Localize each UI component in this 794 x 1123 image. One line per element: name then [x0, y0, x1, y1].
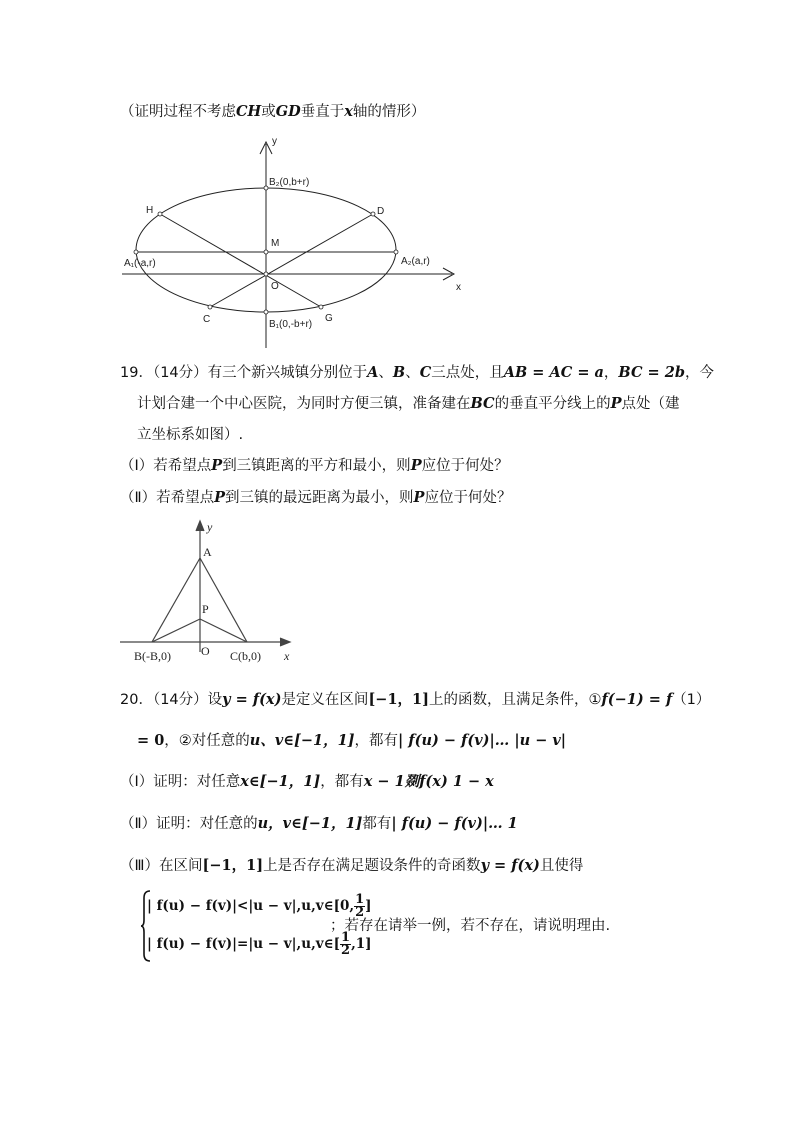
system-tail-text: ；若存在请举一例，若不存在，请说明理由.	[330, 918, 611, 934]
point-g	[319, 305, 323, 309]
q19-line2: 计划合建一个中心医院，为同时方便三镇，准备建在BC的垂直平分线上的P点处（建	[137, 395, 680, 412]
side-ac	[200, 558, 247, 642]
label-o: O	[201, 644, 210, 658]
q19-line1: 19．（14分）有三个新兴城镇分别位于A、B、C三点处，且AB = AC = a，BC = 2b，今	[120, 364, 714, 381]
q19-part1: （Ⅰ）若希望点P到三镇距离的平方和最小，则P应位于何处？	[120, 457, 509, 474]
q20-part3: （Ⅲ）在区间[−1，1]上是否存在满足题设条件的奇函数y = f(x)且使得	[120, 857, 584, 874]
q20-part2: （Ⅱ）证明：对任意的u，v∈[−1，1]都有| f(u) − f(v)|… 1	[120, 815, 518, 832]
label-x: x	[284, 649, 290, 663]
label-b1: B₁(0,-b+r)	[269, 319, 313, 330]
point-a1	[134, 250, 138, 254]
q20-line2: = 0，②对任意的u、v∈[−1，1]，都有| f(u) − f(v)|… |u − v|	[137, 732, 567, 749]
triangle-figure	[115, 515, 305, 670]
label-p: P	[202, 602, 209, 616]
point-c	[208, 305, 212, 309]
point-m	[264, 250, 268, 254]
point-o	[264, 272, 268, 276]
label-a1: A₁(-a,r)	[124, 258, 156, 269]
label-a: A	[203, 545, 212, 559]
y-axis-arrow	[196, 521, 204, 531]
system-row-2: | f(u) − f(v)|=|u − v|,u,v∈[ $\frac{1}{2}$ ,1]	[147, 930, 372, 958]
ellipse-figure	[115, 138, 475, 353]
label-y: y	[207, 520, 213, 534]
fraction-half: $\frac{1}{2}$	[341, 930, 351, 958]
q19-part2: （Ⅱ）若希望点P到三镇的最远距离为最小，则P应位于何处？	[120, 489, 512, 506]
q19-line3: 立坐标系如图）.	[137, 427, 244, 443]
q20-part1: （Ⅰ）证明：对任意x∈[−1，1]，都有x − 1剟f(x) 1 − x	[120, 773, 494, 790]
q20-line1: 20．（14分）设y = f(x)是定义在区间[−1，1]上的函数，且满足条件，①f(−1) = f（1）	[120, 691, 711, 708]
point-a2	[394, 250, 398, 254]
point-d	[371, 212, 375, 216]
system-row-1: | f(u) − f(v)|<|u − v|,u,v∈[0, $\frac{1}{2}$ ]	[147, 892, 372, 920]
side-ab	[152, 558, 200, 642]
label-g: G	[325, 313, 333, 324]
line-h-g	[160, 214, 321, 307]
label-y-axis: y	[272, 138, 277, 147]
label-o: O	[271, 281, 279, 292]
label-b: B(-B,0)	[134, 649, 171, 663]
label-x-axis: x	[456, 282, 461, 293]
label-m: M	[271, 238, 280, 249]
fraction-half: $\frac{1}{2}$	[355, 892, 365, 920]
x-axis-arrow	[280, 638, 290, 646]
label-c: C	[203, 314, 211, 325]
label-h: H	[146, 205, 154, 216]
label-b2: B₂(0,b+r)	[269, 177, 310, 188]
note-q18: （证明过程不考虑CH或GD垂直于x轴的情形）	[120, 103, 426, 120]
label-c: C(b,0)	[230, 649, 261, 663]
line-d-c	[210, 214, 373, 307]
point-b1	[264, 310, 268, 314]
label-a2: A₂(a,r)	[401, 256, 430, 267]
label-d: D	[377, 206, 385, 217]
point-b2	[264, 186, 268, 190]
point-h	[158, 212, 162, 216]
